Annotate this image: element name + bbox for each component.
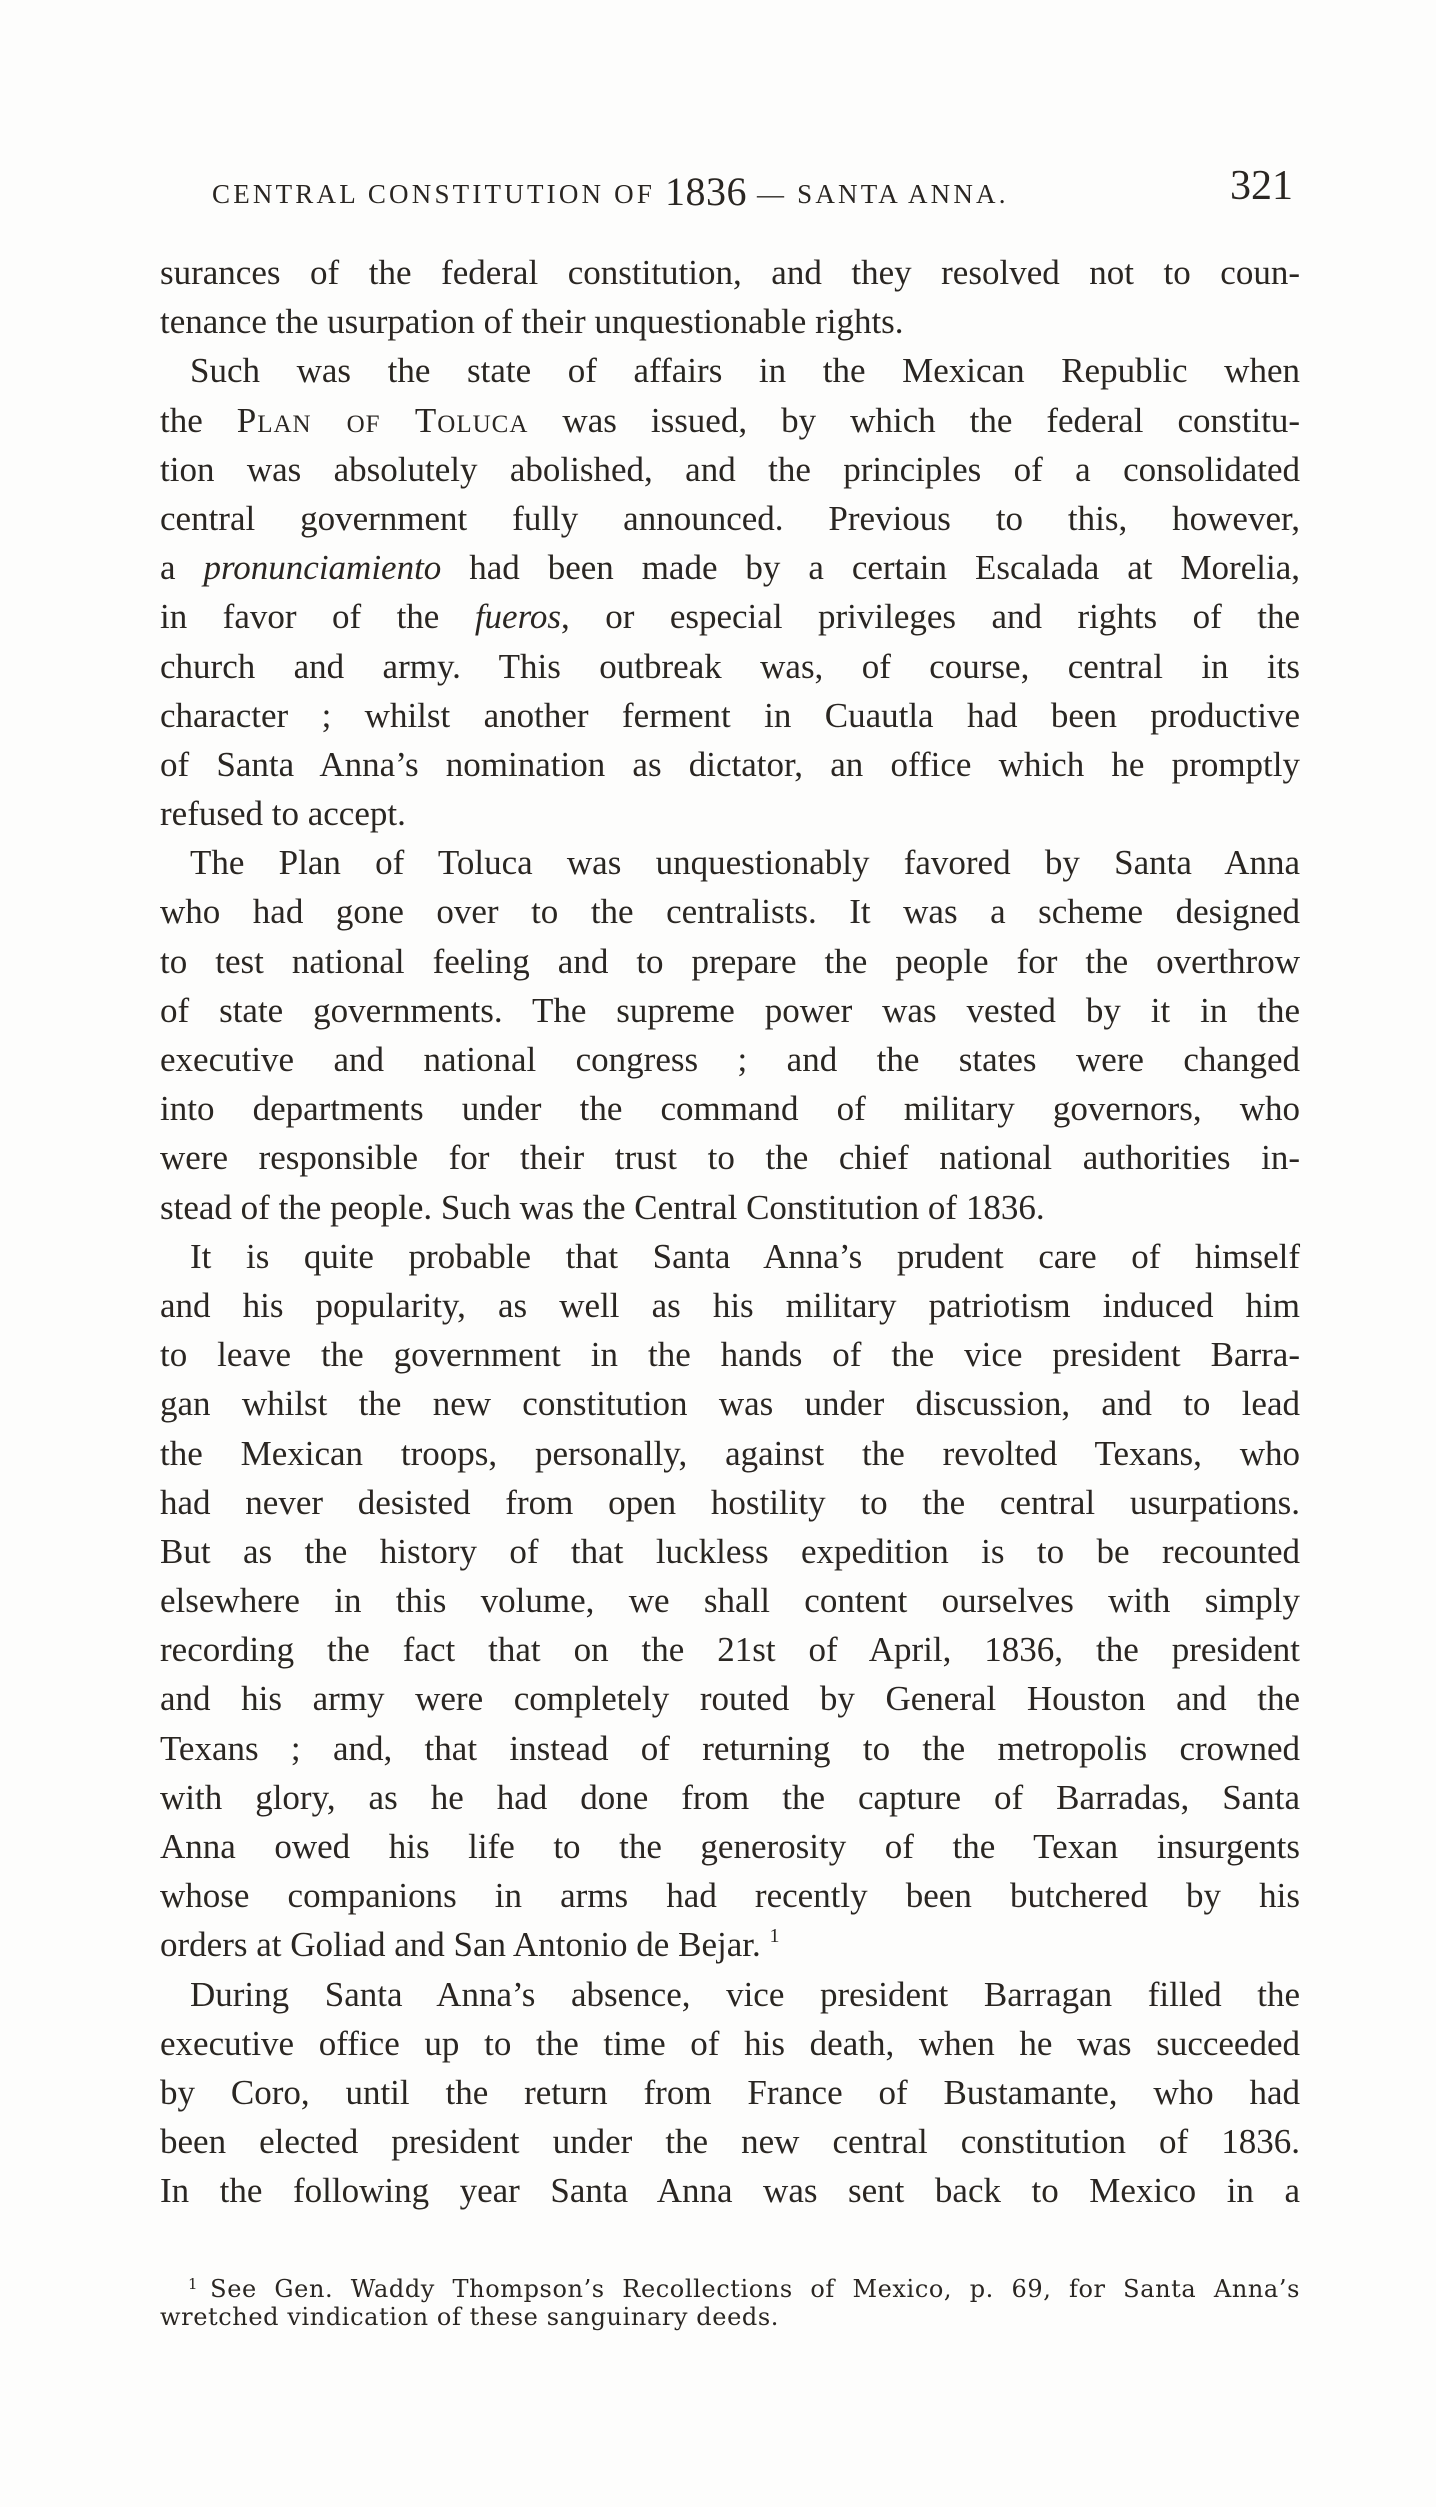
- text-line: with glory, as he had done from the capture of Barradas, Santa: [160, 1777, 1300, 1817]
- text-line: character ; whilst another ferment in Cuautla had been productive: [160, 695, 1300, 735]
- text-line: recording the fact that on the 21st of April, 1836, the president: [160, 1630, 1300, 1670]
- paragraph-start-line: During Santa Anna’s absence, vice president Barragan filled the: [190, 1974, 1300, 2014]
- text-line: In the following year Santa Anna was sent back to Mexico in a: [160, 2171, 1300, 2211]
- footnote-line: [160, 2268, 1300, 2301]
- text-line: [160, 592, 1300, 641]
- text-fragment: , or especial privileges and rights of the: [561, 597, 1301, 637]
- text-line: elsewhere in this volume, we shall content ourselves with simply: [160, 1581, 1300, 1621]
- text-line: and his army were completely routed by General Houston and the: [160, 1679, 1300, 1719]
- text-line: were responsible for their trust to the chief national authorities in-: [160, 1138, 1300, 1178]
- text-line: of state governments. The supreme power was vested by it in the: [160, 990, 1300, 1030]
- text-line: surances of the federal constitution, and they resolved not to coun-: [160, 253, 1300, 292]
- text-line: tenance the usurpation of their unquestionable rights.: [160, 302, 904, 342]
- text-line: executive office up to the time of his death, when he was succeeded: [160, 2023, 1300, 2063]
- page-number: 321: [1230, 163, 1293, 209]
- plan-of-toluca-smallcaps: Plan of Toluca: [236, 400, 529, 440]
- text-line: to test national feeling and to prepare the people for the overthrow: [160, 941, 1300, 981]
- text-line: stead of the people. Such was the Central Constitution of 1836.: [160, 1187, 1045, 1227]
- footnotes: [160, 2268, 1300, 2334]
- running-head-year: 1836: [665, 169, 748, 214]
- text-line: of Santa Anna’s nomination as dictator, an office which he promptly: [160, 744, 1300, 784]
- text-fragment: a: [160, 548, 204, 588]
- text-fragment: the: [160, 400, 237, 440]
- italic-term-fueros: fueros: [474, 597, 562, 637]
- text-line: had never desisted from open hostility to the central usurpations.: [160, 1482, 1300, 1522]
- text-fragment: in favor of the: [160, 597, 475, 637]
- paragraph-start-line: The Plan of Toluca was unquestionably favored by Santa Anna: [190, 843, 1300, 883]
- text-line: by Coro, until the return from France of Bustamante, who had: [160, 2072, 1300, 2112]
- text-fragment: had been made by a certain Escalada at Morelia,: [441, 548, 1300, 588]
- paragraph-start-line: It is quite probable that Santa Anna’s prudent care of himself: [190, 1236, 1300, 1276]
- text-line: [160, 1920, 1300, 1969]
- text-line: [160, 396, 1300, 445]
- footnote-reference[interactable]: 1: [769, 1925, 780, 1948]
- text-line: But as the history of that luckless expedition is to be recounted: [160, 1531, 1300, 1571]
- text-fragment: orders at Goliad and San Antonio de Bejar.: [160, 1925, 761, 1965]
- footnote-text: See Gen. Waddy Thompson’s Recollections of Mexico, p. 69, for Santa Anna’s: [210, 2275, 1300, 2303]
- text-line: into departments under the command of military governors, who: [160, 1089, 1300, 1129]
- running-head: [212, 168, 1009, 215]
- text-line: and his popularity, as well as his military patriotism induced him: [160, 1285, 1300, 1325]
- text-line: central government fully announced. Previous to this, however,: [160, 498, 1300, 538]
- text-line: refused to accept.: [160, 794, 406, 834]
- text-line: Texans ; and, that instead of returning to the metropolis crowned: [160, 1728, 1300, 1768]
- paragraph-start-line: Such was the state of affairs in the Mexican Republic when: [190, 351, 1300, 391]
- text-line: the Mexican troops, personally, against the revolted Texans, who: [160, 1433, 1300, 1473]
- text-line: who had gone over to the centralists. It was a scheme designed: [160, 892, 1300, 932]
- footnote-marker: 1: [188, 2275, 199, 2293]
- text-line: [160, 543, 1300, 592]
- text-line: gan whilst the new constitution was under discussion, and to lead: [160, 1384, 1300, 1424]
- running-head-left: CENTRAL CONSTITUTION OF: [212, 179, 666, 209]
- text-line: to leave the government in the hands of the vice president Barra-: [160, 1335, 1300, 1375]
- text-line: church and army. This outbreak was, of course, central in its: [160, 646, 1300, 686]
- running-head-right: — SANTA ANNA.: [747, 179, 1009, 209]
- footnote-line: wretched vindication of these sanguinary deeds.: [160, 2303, 779, 2331]
- text-line: Anna owed his life to the generosity of the Texan insurgents: [160, 1827, 1300, 1866]
- body-text: [160, 248, 1300, 2216]
- page-header: [160, 162, 1300, 222]
- text-line: executive and national congress ; and the states were changed: [160, 1040, 1300, 1079]
- text-line: been elected president under the new central constitution of 1836.: [160, 2122, 1300, 2162]
- text-fragment: was issued, by which the federal constitu-: [528, 400, 1300, 440]
- text-line: whose companions in arms had recently been butchered by his: [160, 1876, 1300, 1916]
- text-line: tion was absolutely abolished, and the principles of a consolidated: [160, 449, 1300, 489]
- italic-term-pronunciamiento: pronunciamiento: [203, 548, 442, 588]
